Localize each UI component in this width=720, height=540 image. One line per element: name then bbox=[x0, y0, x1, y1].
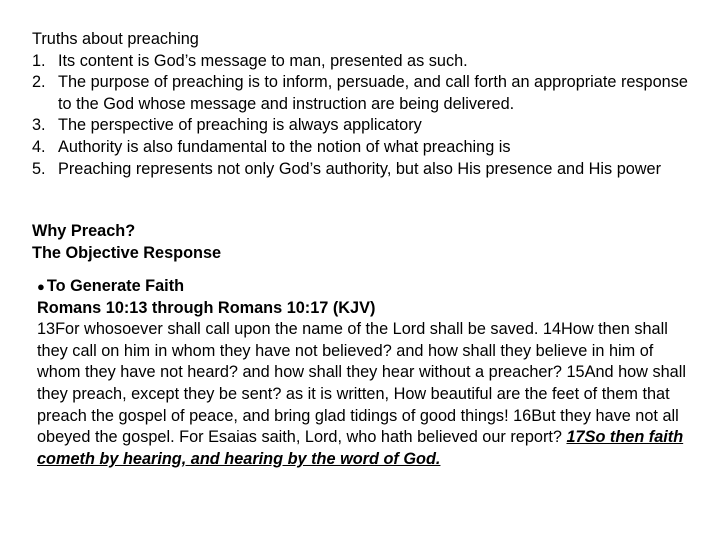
list-item bbox=[32, 115, 692, 137]
list-text: The perspective of preaching is always applicatory bbox=[58, 116, 422, 135]
truths-heading: Truths about preaching bbox=[32, 30, 199, 48]
list-number: 1. bbox=[32, 51, 46, 70]
list-text: Authority is also fundamental to the notion of what preaching is bbox=[58, 137, 511, 156]
why-preach-section bbox=[32, 221, 221, 264]
truths-list bbox=[32, 51, 692, 181]
list-item bbox=[32, 72, 692, 115]
generate-faith-heading bbox=[37, 276, 687, 298]
list-number: 2. bbox=[32, 73, 46, 92]
generate-faith-label: To Generate Faith bbox=[46, 277, 185, 295]
passage-text: 13For whosoever shall call upon the name of the Lord shall be saved. 14How then shall they call on him in whom they have not believed? and how shall they believe in him of whom they have not heard? and how shall they hear without a preacher? 15And how shall they preach, except they be sent? as it is written, How beautiful are the feet of them that preach the gospel of peace, and bring glad tidings of good things! 16But they have not all obeyed the gospel. For Esaias saith, Lord, who hath believed our report? bbox=[37, 320, 686, 447]
objective-response-heading: The Objective Response bbox=[32, 243, 222, 262]
why-preach-heading: Why Preach? bbox=[32, 222, 136, 240]
scripture-reference: Romans 10:13 through Romans 10:17 (KJV) bbox=[37, 298, 376, 317]
list-text: Its content is God’s message to man, presented as such. bbox=[58, 51, 468, 70]
list-number: 3. bbox=[32, 116, 46, 135]
list-number: 4. bbox=[32, 137, 46, 156]
list-text: Preaching represents not only God’s authority, but also His presence and His power bbox=[58, 159, 662, 178]
scripture-passage bbox=[37, 319, 687, 470]
passage-emphasis: 17So then faith cometh by hearing, and hearing by the word of God. bbox=[37, 428, 684, 468]
list-item bbox=[32, 51, 692, 73]
list-text: The purpose of preaching is to inform, persuade, and call forth an appropriate response to the God whose message and instruction are being delivered. bbox=[58, 73, 688, 113]
list-item bbox=[32, 137, 692, 159]
objective-section bbox=[37, 276, 687, 470]
list-item bbox=[32, 159, 692, 181]
bullet-icon: ● bbox=[37, 279, 45, 294]
list-number: 5. bbox=[32, 159, 46, 178]
truths-section bbox=[32, 29, 692, 180]
